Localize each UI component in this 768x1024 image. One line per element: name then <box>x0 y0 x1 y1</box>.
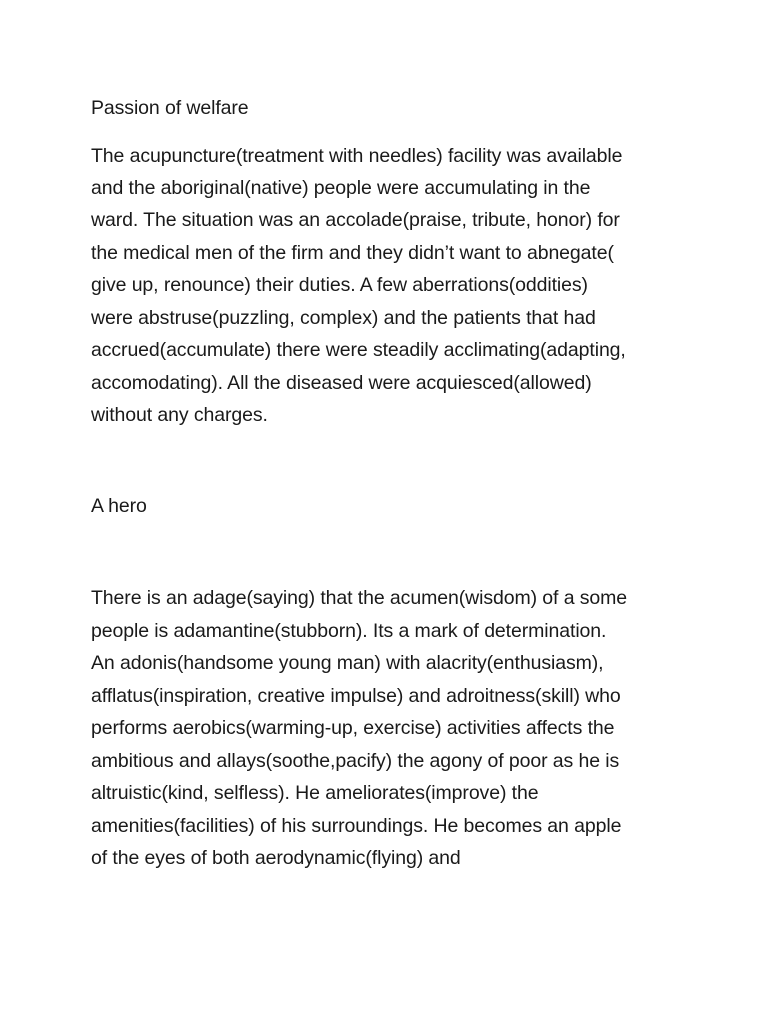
paragraph-line: accomodating). All the diseased were acquiesced(allowed) <box>91 372 592 394</box>
paragraph-line: altruistic(kind, selfless). He ameliorates(improve) the <box>91 782 539 804</box>
paragraph-line: ambitious and allays(soothe,pacify) the agony of poor as he is <box>91 750 620 772</box>
section-heading-passion-of-welfare: Passion of welfare <box>91 97 249 119</box>
paragraph-line: afflatus(inspiration, creative impulse) and adroitness(skill) who <box>91 685 621 707</box>
paragraph-line: accrued(accumulate) there were steadily acclimating(adapting, <box>91 339 626 361</box>
paragraph-line: The acupuncture(treatment with needles) facility was available <box>91 145 623 167</box>
paragraph-line: people is adamantine(stubborn). Its a mark of determination. <box>91 620 607 642</box>
paragraph-line: There is an adage(saying) that the acumen(wisdom) of a some <box>91 587 628 609</box>
paragraph-line: the medical men of the firm and they didn’t want to abnegate( <box>91 242 614 264</box>
paragraph-line: without any charges. <box>91 404 268 426</box>
section-heading-a-hero: A hero <box>91 495 147 517</box>
paragraph-line: An adonis(handsome young man) with alacrity(enthusiasm), <box>91 652 604 674</box>
paragraph-line: were abstruse(puzzling, complex) and the patients that had <box>91 307 596 329</box>
paragraph-line: of the eyes of both aerodynamic(flying) and <box>91 847 461 869</box>
paragraph-line: amenities(facilities) of his surroundings. He becomes an apple <box>91 815 622 837</box>
paragraph-line: give up, renounce) their duties. A few aberrations(oddities) <box>91 274 588 296</box>
paragraph-line: ward. The situation was an accolade(praise, tribute, honor) for <box>91 209 620 231</box>
paragraph-line: and the aboriginal(native) people were accumulating in the <box>91 177 591 199</box>
paragraph-line: performs aerobics(warming-up, exercise) activities affects the <box>91 717 615 739</box>
